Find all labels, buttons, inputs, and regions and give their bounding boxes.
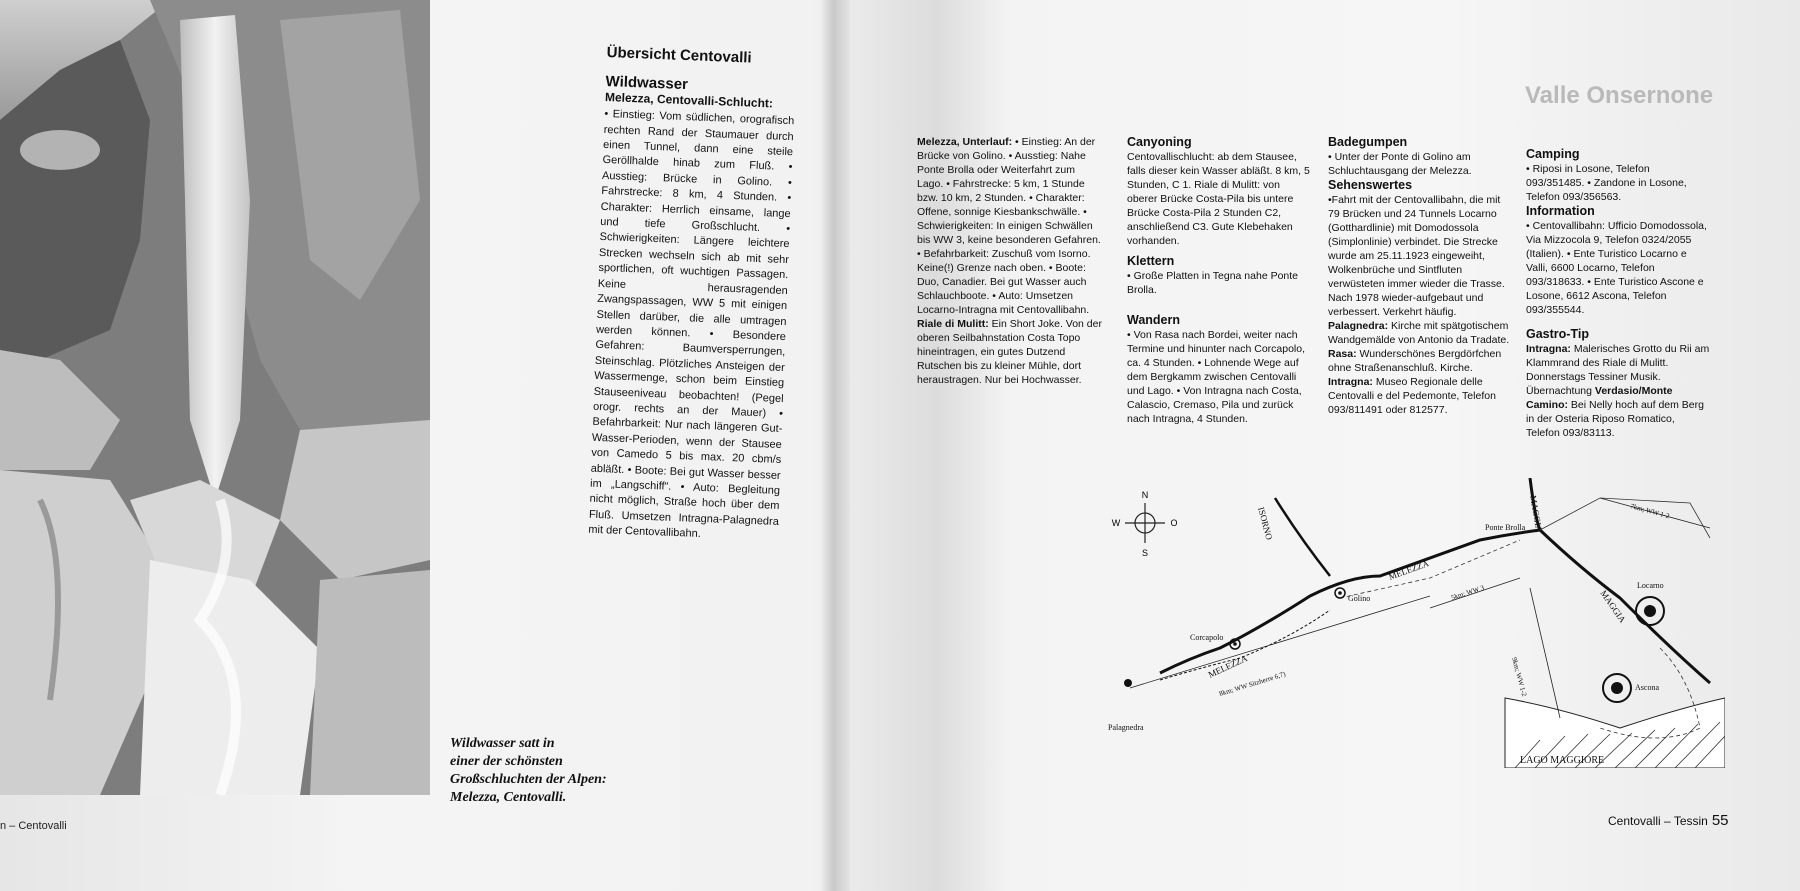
town-markers — [1124, 588, 1664, 702]
column-sights — [1328, 135, 1513, 417]
heading-badegumpen: Badegumpen — [1328, 135, 1408, 149]
label-lago-maggiore: LAGO MAGGIORE — [1520, 755, 1605, 766]
heading-klettern: Klettern — [1127, 254, 1175, 268]
label-ascona: Ascona — [1635, 683, 1659, 692]
heading-information: Information — [1526, 204, 1595, 218]
heading-sehenswertes: Sehenswertes — [1328, 178, 1413, 192]
section-subtitle: Melezza, Centovalli-Schlucht: — [604, 89, 774, 111]
entry-text: Wunderschönes Bergdörfchen ohne Straßenanschluß. Kirche. — [1328, 348, 1502, 374]
overview-column — [588, 45, 797, 546]
compass-w: W — [1111, 518, 1121, 528]
overview-body: • Einstieg: Vom südlichen, orografisch rechten Rand der Staumauer durch einen Tunnel, dann eine steile Geröllhalde hinab zum Fluß. • Ausstieg: Brücke in Golino. • Fahrstrecke: 8 km, 4 Stunden. • Charakter: Herrlich einsame, lange und tiefe Großschlucht. • Schwierigkeiten: Längere leichtere Strecken wechseln sich ab mit sehr sportlichen, oft wuchtigen Passagen. Keine herausragenden Zwangspassagen, WW 5 mit einigen Stellen darüber, die alle umtragen werden können. • Besondere Gefahren: Baumversperrungen, Steinschlag. Plötzliches Ansteigen der Wassermenge, schon beim Einstieg Stauseeniveau beobachten! (Pegel orogr. rechts an der Mauer) • Befahrbarkeit: Nur nach längeren Gut-Wasser-Perioden, wenn der Stausee von Camedo 5 bis max. 20 cbm/s abläßt. • Boote: Bei gut Wasser besser im „Langschiff“. • Auto: Begleitung nicht möglich, Straße hoch über dem Fluß. Umsetzen Intragna-Palagnedra mit der Centovallibahn. — [588, 108, 795, 541]
label-melezza-upper: MELEZZA — [1387, 558, 1431, 582]
label-maggia-mid: MAGGIA — [1598, 588, 1628, 625]
label-palagnedra: Palagnedra — [1108, 723, 1144, 732]
right-page-footer — [1608, 812, 1729, 829]
book-gutter — [820, 0, 850, 891]
label-isorno: ISORNO — [1256, 505, 1275, 541]
compass-o: O — [1170, 518, 1178, 528]
text-klettern: • Große Platten in Tegna nahe Ponte Brolla. — [1127, 270, 1299, 296]
entry-text: Museo Regionale delle Centovalli e del Pedemonte, Telefon 093/811491 oder 812577. — [1328, 376, 1496, 416]
ghost-heading: Valle Onsernone — [1525, 82, 1714, 109]
column-activities — [1127, 135, 1312, 426]
page-number: 55 — [1711, 812, 1729, 829]
heading-canyoning: Canyoning — [1127, 135, 1192, 149]
entry-lead: Palagnedra: — [1328, 320, 1389, 332]
caption-line: Wildwasser satt in — [450, 736, 555, 751]
section-heading-wildwasser: Wildwasser — [605, 73, 689, 94]
entry-text: Bei Nelly hoch auf dem Berg in der Osteria Riposo Romatico, Telefon 093/83113. — [1526, 399, 1704, 439]
entry-text: Malerisches Grotto du Rii am Klammrand des Riale di Mulitt. Donnerstags Tessiner Musik. Übernachtung — [1526, 343, 1710, 397]
label-distance-mid: 5km; WW 3 — [1450, 583, 1486, 602]
label-locarno: Locarno — [1637, 581, 1664, 590]
text-wandern: • Von Rasa nach Bordei, weiter nach Termine und hinunter nach Corcapolo, ca. 4 Stunden. • Lohnende Wege auf dem Bergkamm zwischen Centovalli und Lago. • Von Intragna nach Costa, Calascio, Cremaso, Pila und zurück nach Intragna, 4 Stunden. — [1127, 329, 1306, 425]
label-golino: Golino — [1348, 594, 1371, 603]
entry-lead: Intragna: — [1526, 343, 1571, 355]
entry-text: Ein Short Joke. Von der oberen Seilbahnstation Costa Topo hineintragen, ein gutes Dutzend Rutschen bis zu kleiner Mühle, dort heraustragen. Nur bei Hochwasser. — [917, 318, 1102, 386]
waterfall-photo — [0, 0, 430, 795]
label-distance-right: 9km; WW 1-2 — [1510, 656, 1529, 698]
column-melezza — [917, 135, 1102, 387]
label-distance-long: 8km; WW Sitzherre 6,7) — [1218, 670, 1287, 698]
entry-lead: Melezza, Unterlauf: — [917, 136, 1013, 148]
overview-title: Übersicht Centovalli — [606, 44, 752, 67]
footer-title: Centovalli – Tessin — [1608, 814, 1708, 828]
column-info — [1526, 147, 1711, 440]
entry-lead: Rasa: — [1328, 348, 1357, 360]
entry-lead: Verdasio/Monte Camino: — [1526, 385, 1673, 411]
left-page-footer: n – Centovalli — [0, 820, 67, 832]
text-badegumpen: • Unter der Ponte di Golino am Schluchtausgang der Melezza. — [1328, 151, 1472, 177]
text-information: • Centovallibahn: Ufficio Domodossola, Via Mizzocola 9, Telefon 0324/2055 (Italien). • Ente Turistico Locarno e Valli, 6600 Locarno, Telefon 093/318633. • Ente Turistico Ascone e Losone, 6612 Ascona, Telefon 093/355544. — [1526, 220, 1707, 316]
heading-gastro-tip: Gastro-Tip — [1526, 327, 1589, 341]
caption-line: Großschluchten der Alpen: — [450, 772, 607, 787]
river-map — [1100, 478, 1725, 768]
heading-camping: Camping — [1526, 147, 1580, 161]
compass-n: N — [1141, 490, 1149, 500]
caption-line: Melezza, Centovalli. — [450, 790, 567, 805]
photo-caption — [450, 735, 640, 807]
label-distance-top: 7km; WW 1-2 — [1629, 502, 1671, 521]
label-ponte-brolla: Ponte Brolla — [1485, 523, 1526, 532]
text-sehenswertes: •Fahrt mit der Centovallibahn, die mit 79 Brücken und 24 Tunnels Locarno (Gotthardlinie) mit Domodossola (Simplonlinie) verbindet. Die Strecke wurde am 25.11.1923 eingeweiht, Wolkenbrüche und Sintfluten verwüsteten immer wieder die Trasse. Nach 1978 wieder-aufgebaut und verbessert. Verkehrt häufig. — [1328, 194, 1505, 318]
entry-lead: Intragna: — [1328, 376, 1373, 388]
text-canyoning: Centovallischlucht: ab dem Stausee, falls dieser kein Wasser abläßt. 8 km, 5 Stunden, C 1. Riale di Mulitt: von oberer Brücke Costa-Pila bis untere Brücke Costa-Pila 2 Stunden C2, anschließend C3. Gute Klebehaken vorhanden. — [1127, 151, 1310, 247]
compass-s: S — [1141, 548, 1149, 558]
label-maggia-top: MAGGIA — [1528, 494, 1545, 533]
compass-rose — [1112, 490, 1178, 558]
label-melezza-lower: MELEZZA — [1206, 652, 1249, 680]
caption-line: einer der schönsten — [450, 754, 563, 769]
text-camping: • Riposi in Losone, Telefon 093/351485. • Zandone in Losone, Telefon 093/356563. — [1526, 163, 1687, 203]
entry-lead: Riale di Mulitt: — [917, 318, 989, 330]
entry-text: Kirche mit spätgotischem Wandgemälde von Antonio da Tradate. — [1328, 320, 1510, 346]
label-corcapolo: Corcapolo — [1190, 633, 1224, 642]
entry-text: • Einstieg: An der Brücke von Golino. • Ausstieg: Nahe Ponte Brolla oder Weiterfahrt zum Lago. • Fahrstrecke: 5 km, 1 Stunde bzw. 10 km, 2 Stunden. • Charakter: Offene, sonnige Kiesbankschwälle. • Schwierigkeiten: In einigen Schwällen bis WW 3, keine besonderen Gefahren. • Befahrbarkeit: Zuschuß vom Isorno. Keine(!) Grenze nach oben. • Boote: Duo, Canadier. Bei gut Wasser auch Schlauchboote. • Auto: Umsetzen Locarno-Intragna mit Centovallibahn. — [917, 136, 1101, 316]
heading-wandern: Wandern — [1127, 313, 1181, 327]
